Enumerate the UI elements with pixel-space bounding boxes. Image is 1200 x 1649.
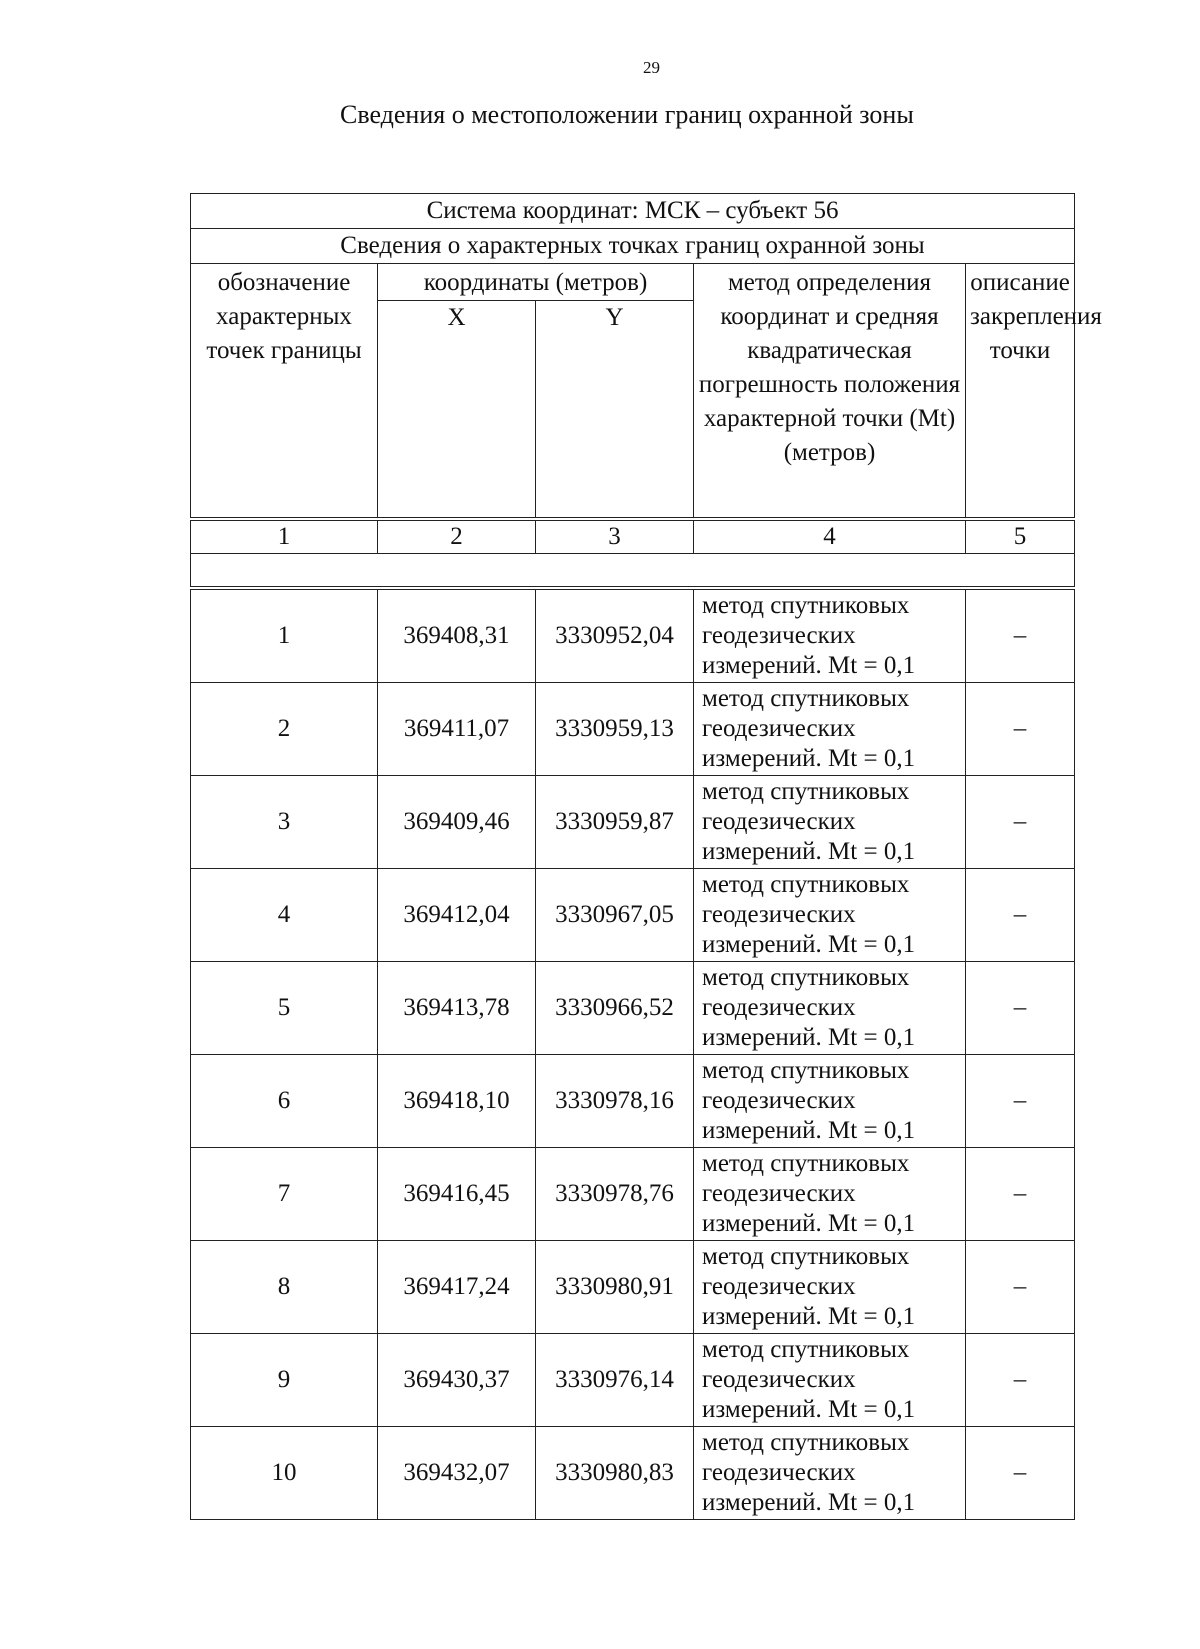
description-cell: – [966,683,1075,776]
table-row [191,683,1075,776]
y-cell: 3330978,16 [536,1055,694,1148]
method-cell: метод спутниковых геодезических измерений. Mt = 0,1 [694,1241,966,1334]
column-number: 5 [966,519,1075,554]
description-cell: – [966,1148,1075,1241]
page-number: 29 [643,58,660,77]
y-cell: 3330966,52 [536,962,694,1055]
point-cell: 9 [191,1334,378,1427]
method-cell: метод спутниковых геодезических измерений. Mt = 0,1 [694,1148,966,1241]
description-cell: – [966,1055,1075,1148]
coordinates-table [190,193,1102,1520]
x-cell: 369413,78 [378,962,536,1055]
method-cell: метод спутниковых геодезических измерений. Mt = 0,1 [694,683,966,776]
method-cell: метод спутниковых геодезических измерений. Mt = 0,1 [694,1427,966,1520]
document-title: Сведения о местоположении границ охранной зоны [340,100,914,129]
x-cell: 369418,10 [378,1055,536,1148]
table-row [191,776,1075,869]
x-cell: 369416,45 [378,1148,536,1241]
point-cell: 1 [191,588,378,683]
description-cell: – [966,588,1075,683]
table-row [191,1241,1075,1334]
y-cell: 3330959,13 [536,683,694,776]
header-coords: координаты (метров) [378,264,694,301]
point-cell: 7 [191,1148,378,1241]
column-number: 3 [536,519,694,554]
point-cell: 5 [191,962,378,1055]
header-description: описание закрепления точки [966,264,1075,520]
coord-system-cell: Система координат: МСК – субъект 56 [191,194,1075,229]
y-cell: 3330967,05 [536,869,694,962]
header-point: обозначение характерных точек границы [191,264,378,520]
section-title-row [191,229,1075,264]
method-cell: метод спутниковых геодезических измерений. Mt = 0,1 [694,1334,966,1427]
description-cell: – [966,869,1075,962]
method-cell: метод спутниковых геодезических измерений. Mt = 0,1 [694,588,966,683]
x-cell: 369408,31 [378,588,536,683]
table-row [191,1148,1075,1241]
point-cell: 3 [191,776,378,869]
x-cell: 369411,07 [378,683,536,776]
description-cell: – [966,1427,1075,1520]
method-cell: метод спутниковых геодезических измерений. Mt = 0,1 [694,869,966,962]
y-cell: 3330952,04 [536,588,694,683]
column-number: 4 [694,519,966,554]
table-row [191,1334,1075,1427]
y-cell: 3330976,14 [536,1334,694,1427]
method-cell: метод спутниковых геодезических измерений. Mt = 0,1 [694,776,966,869]
table-row [191,1055,1075,1148]
table-row [191,1427,1075,1520]
header-method: метод определения координат и средняя квадратическая погрешность положения характерной точки (Mt) (метров) [694,264,966,520]
header-row [191,264,1075,301]
point-cell: 8 [191,1241,378,1334]
column-number: 2 [378,519,536,554]
column-number-row [191,519,1075,554]
column-number: 1 [191,519,378,554]
table-row [191,588,1075,683]
spacer-row [191,554,1075,589]
table-row [191,869,1075,962]
point-cell: 10 [191,1427,378,1520]
point-cell: 6 [191,1055,378,1148]
y-cell: 3330959,87 [536,776,694,869]
description-cell: – [966,1241,1075,1334]
x-cell: 369432,07 [378,1427,536,1520]
description-cell: – [966,776,1075,869]
table-row [191,962,1075,1055]
header-y: Y [536,301,694,520]
x-cell: 369417,24 [378,1241,536,1334]
method-cell: метод спутниковых геодезических измерений. Mt = 0,1 [694,1055,966,1148]
header-x: X [378,301,536,520]
y-cell: 3330978,76 [536,1148,694,1241]
y-cell: 3330980,91 [536,1241,694,1334]
spacer-cell [191,554,1075,589]
method-cell: метод спутниковых геодезических измерений. Mt = 0,1 [694,962,966,1055]
x-cell: 369430,37 [378,1334,536,1427]
point-cell: 4 [191,869,378,962]
description-cell: – [966,1334,1075,1427]
point-cell: 2 [191,683,378,776]
y-cell: 3330980,83 [536,1427,694,1520]
x-cell: 369409,46 [378,776,536,869]
x-cell: 369412,04 [378,869,536,962]
description-cell: – [966,962,1075,1055]
coord-system-row [191,194,1075,229]
section-title-cell: Сведения о характерных точках границ охранной зоны [191,229,1075,264]
